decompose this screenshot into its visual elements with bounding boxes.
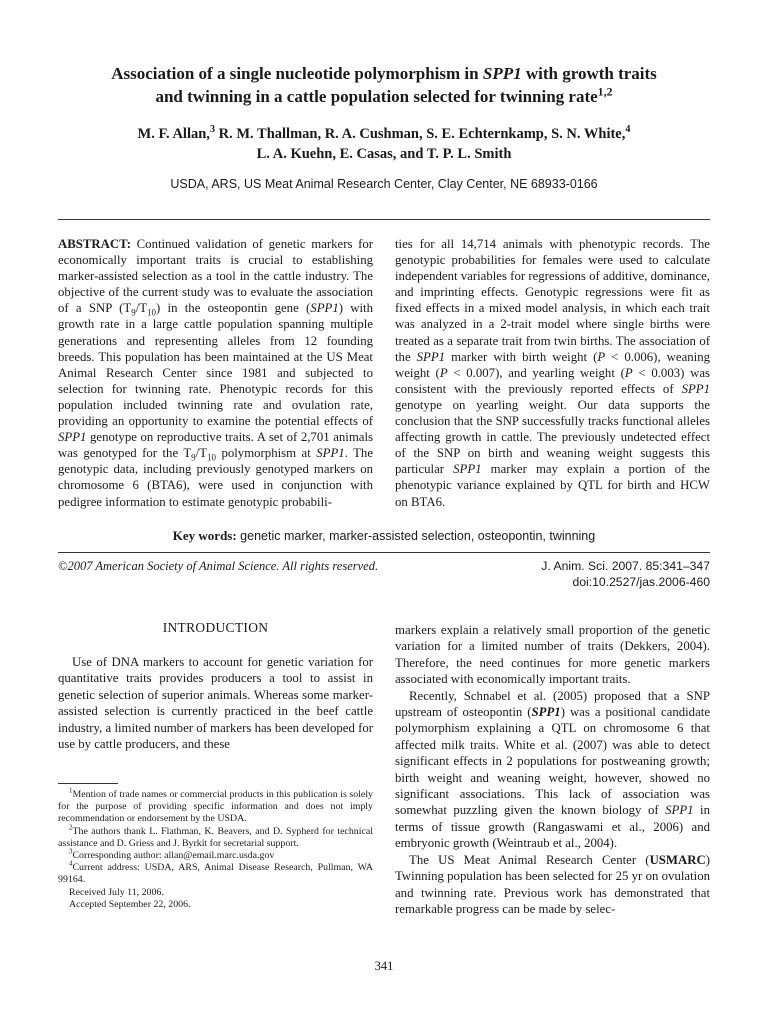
abstract-text: genotype on yearling weight. Our data supports the conclusion that the SNP successfully tracks functional alleles affecting growth in cattle. The previously undetected effect of the SNP on birth and weaning weight suggests this particular — [395, 397, 710, 477]
abstract-column-right — [395, 236, 710, 510]
intro-paragraph: markers explain a relatively small proportion of the genetic variation for a limited number of traits (Dekkers, 2004). Therefore, the need continues for more genetic markers associated with economically important traits. — [395, 623, 710, 687]
p-value-symbol: P — [597, 349, 606, 364]
accepted-date: Accepted September 22, 2006. — [69, 898, 191, 910]
received-date: Received July 11, 2006. — [69, 886, 164, 898]
author-footnote-mark: 3 — [209, 124, 215, 136]
footnote-mark: 4 — [69, 860, 73, 868]
author-list — [40, 124, 728, 164]
doi-text: doi:10.2527/jas.2006-460 — [572, 574, 710, 589]
footnote-mark: 2 — [69, 824, 73, 832]
citation-text: J. Anim. Sci. 2007. 85:341–347 — [541, 559, 710, 573]
footnotes — [58, 789, 373, 911]
footnote-text: Corresponding author: allan@email.marc.usda.gov — [72, 850, 275, 862]
abstract-text: /T — [195, 446, 208, 461]
section-rule — [58, 552, 710, 553]
footnote-rule — [58, 783, 118, 784]
abstract-text: polymorphism at — [215, 446, 317, 461]
footnote-mark: 1 — [69, 787, 73, 795]
article-title — [40, 62, 728, 108]
subscript: 10 — [147, 307, 157, 318]
footnote-text: Current address: USDA, ARS, Animal Disease Research, Pullman, WA 99164. — [58, 862, 373, 886]
body-text: Recently, Schnabel et al. (2005) proposed that a SNP upstream of osteopontin ( — [395, 688, 710, 720]
author-names: R. M. Thallman, R. A. Cushman, S. E. Echternkamp, S. N. White, — [215, 126, 626, 142]
abstract-text: genotype on reproductive traits. A set of 2,701 animals was genotyped for the T — [58, 430, 373, 461]
affiliation: USDA, ARS, US Meat Animal Research Center, Clay Center, NE 68933-0166 — [170, 177, 598, 191]
abstract-text: < 0.003) was consistent with the previously reported effects of — [395, 365, 710, 396]
keywords-text: genetic marker, marker-assisted selection, osteopontin, twinning — [236, 529, 596, 543]
abstract-text: . The genotypic data, including previously genotyped markers on chromosome 6 (BTA6), were used in conjunction with pedigree information to estimate genotypic probabili- — [58, 446, 374, 509]
footnote-mark: 3 — [69, 848, 73, 856]
abstract-text: ) with growth rate in a large cattle population spanning multiple generations and representing alleles from 12 founding breeds. This population has been maintained at the US Meat Animal Research Center since 1981 and subjected to selection for twinning rate. Phenotypic records for this population included twinning rate and ovulation rate, providing an opportunity to examine the potential effects of — [58, 301, 374, 429]
abstract-text: < 0.006), weaning weight ( — [395, 349, 710, 380]
abstract-text: marker with birth weight ( — [445, 349, 598, 364]
abstract-text: ties for all 14,714 animals with phenotypic records. The genotypic probabilities for females were used to calculate independent variables for regressions of additive, dominance, and imprinting effects. Genotypic regressions were fit as fixed effects in a mixed model analysis, in which each trait was analyzed in a 2-trait model where single births were treated as a separate trait from twin births. The association of the — [395, 237, 710, 364]
abstract-text: marker may explain a portion of the phenotypic variance explained by QTL for birth and HCW on BTA6. — [395, 462, 710, 509]
copyright-notice: ©2007 American Society of Animal Science. All rights reserved. — [58, 559, 379, 573]
subscript: 10 — [207, 452, 216, 463]
gene-name: SPP1 — [453, 462, 482, 477]
title-footnote-mark: 1,2 — [597, 84, 613, 99]
abstract-label: ABSTRACT: — [58, 237, 132, 251]
p-value-symbol: P — [624, 365, 633, 380]
intro-paragraph — [395, 852, 710, 918]
abstract-column-left — [58, 236, 373, 510]
footnote-text: Mention of trade names or commercial products in this publication is solely for the purpose of providing specific information and does not imply recommendation or endorsement by the USDA. — [58, 789, 373, 825]
body-text: The US Meat Animal Research Center ( — [409, 852, 650, 867]
author-footnote-mark: 4 — [625, 124, 631, 136]
body-text: ) was a positional candidate polymorphism explaining a QTL on chromosome 6 that affected milk traits. White et al. (2007) was able to detect significant effects in 2 populations for postweaning growth; birth weight and weaning weight, however, showed no significant associations. This lack of association was somewhat puzzling given the known biology of — [395, 705, 710, 818]
author-names: L. A. Kuehn, E. Casas, and T. P. L. Smith — [256, 146, 512, 162]
gene-name: SPP1 — [416, 349, 446, 364]
intro-column-right — [395, 622, 710, 917]
gene-name: SPP1 — [665, 803, 694, 818]
footnote — [58, 862, 373, 886]
author-name: M. F. Allan, — [137, 126, 210, 142]
page-number: 341 — [374, 959, 394, 973]
title-text: Association of a single nucleotide polymorphism in — [111, 64, 483, 83]
subscript: 9 — [191, 452, 196, 463]
abstract-text: < 0.007), and yearling weight ( — [447, 365, 625, 380]
gene-name: SPP1 — [531, 705, 561, 720]
abstract-text: ) in the osteopontin gene ( — [156, 301, 311, 316]
section-heading-introduction: INTRODUCTION — [162, 620, 269, 635]
body-text: in terms of tissue growth (Rangaswami et al., 2006) and embryonic growth (Weintraub et al., 2004). — [395, 803, 710, 851]
gene-name: SPP1 — [316, 446, 345, 461]
body-text: ) Twinning population has been selected for 25 yr on ovulation and twinning rate. Previous work has demonstrated that remarkable progress can be made by selec- — [395, 852, 710, 916]
gene-name: SPP1 — [681, 381, 710, 396]
abstract-text: Continued validation of genetic markers for economically important traits is crucial to establishing marker-assisted selection as a tool in the cattle industry. The objective of the current study was to evaluate the association of a SNP (T — [58, 237, 373, 316]
keywords — [58, 528, 710, 544]
abstract-text: /T — [135, 301, 148, 316]
p-value-symbol: P — [439, 365, 448, 380]
footnote — [58, 789, 373, 826]
footnote-text: The authors thank L. Flathman, K. Beavers, and D. Sypherd for technical assistance and D. Griess and J. Byrkit for secretarial support. — [58, 825, 373, 849]
abbreviation: USMARC — [649, 852, 706, 867]
gene-name: SPP1 — [58, 430, 87, 445]
title-text: and twinning in a cattle population selected for twinning rate — [155, 87, 598, 106]
subscript: 9 — [131, 307, 136, 318]
intro-paragraph: Use of DNA markers to account for genetic variation for quantitative traits provides producers a tool to assist in genetic selection of superior animals. Whereas some marker-assisted selection is currently practiced in the beef cattle industry, a limited number of markers has been developed for use by cattle producers, and these — [58, 655, 373, 752]
title-text: with growth traits — [521, 64, 657, 83]
journal-citation — [541, 559, 710, 590]
gene-name: SPP1 — [310, 301, 339, 316]
header-rule — [58, 219, 710, 220]
footnote — [58, 826, 373, 850]
title-gene: SPP1 — [482, 64, 522, 83]
intro-paragraph — [395, 688, 710, 852]
keywords-label: Key words: — [172, 528, 237, 543]
footnote — [58, 850, 373, 862]
